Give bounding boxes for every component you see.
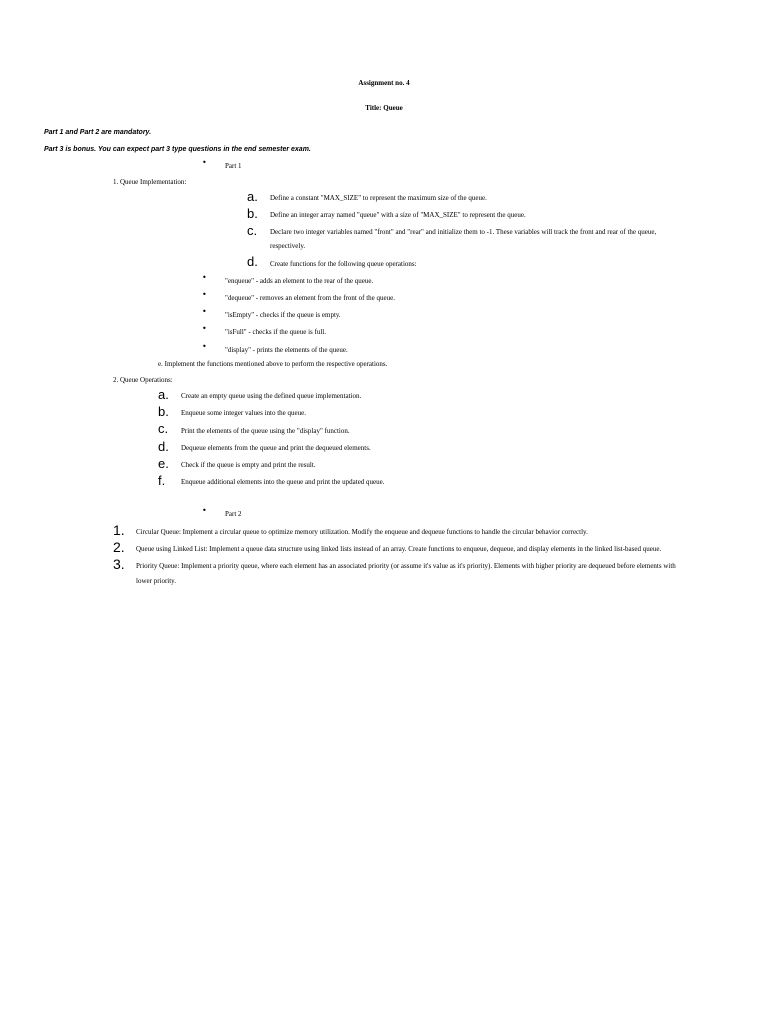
bullet-icon: •: [202, 342, 207, 351]
operation-item: "display" - prints the elements of the queue.: [225, 346, 348, 354]
bullet-icon: •: [202, 290, 207, 299]
list-item-e: e. Implement the functions mentioned above to perform the respective operations.: [158, 360, 388, 368]
list-item: Define an integer array named "queue" with a size of "MAX_SIZE" to represent the queue.: [270, 211, 526, 219]
list-item: Priority Queue: Implement a priority queue, where each element has an associated priority (or assume it's value as it's priority). Elements with higher priority are dequeued before elements with: [136, 562, 676, 570]
list-marker: d.: [158, 439, 169, 454]
list-marker: d.: [247, 254, 258, 269]
list-item: Enqueue some integer values into the queue.: [181, 409, 306, 417]
list-item: Circular Queue: Implement a circular queue to optimize memory utilization. Modify the enqueue and dequeue functions to handle the circular behavior correctly.: [136, 528, 588, 536]
operation-item: "enqueue" - adds an element to the rear of the queue.: [225, 277, 374, 285]
section-queue-operations-heading: 2. Queue Operations:: [113, 376, 173, 384]
note-mandatory: Part 1 and Part 2 are mandatory.: [44, 129, 152, 136]
list-item: Dequeue elements from the queue and print the dequeued elements.: [181, 444, 371, 452]
section-queue-implementation-heading: 1. Queue Implementation:: [113, 178, 187, 186]
bullet-icon: •: [202, 307, 207, 316]
list-item: Enqueue additional elements into the queue and print the updated queue.: [181, 478, 385, 486]
list-item: Declare two integer variables named "front" and "rear" and initialize them to -1. These variables will track the front and rear of the queue,: [270, 228, 657, 236]
list-item: Create an empty queue using the defined queue implementation.: [181, 392, 362, 400]
list-marker: b.: [158, 404, 169, 419]
list-marker: c.: [247, 223, 258, 238]
list-item-continuation: lower priority.: [136, 577, 176, 585]
operation-item: "dequeue" - removes an element from the front of the queue.: [225, 294, 395, 302]
bullet-icon: •: [202, 273, 207, 282]
list-marker: e.: [158, 456, 169, 471]
list-item-continuation: respectively.: [270, 242, 306, 250]
assignment-number: Assignment no. 4: [358, 79, 410, 87]
operation-item: "isFull" - checks if the queue is full.: [225, 328, 326, 336]
list-item: Define a constant "MAX_SIZE" to represent the maximum size of the queue.: [270, 194, 487, 202]
operation-item: "isEmpty" - checks if the queue is empty.: [225, 311, 341, 319]
list-marker: f.: [158, 473, 166, 488]
part1-heading: Part 1: [225, 162, 242, 170]
list-marker: a.: [247, 189, 258, 204]
list-item: Print the elements of the queue using the "display" function.: [181, 427, 350, 435]
list-item: Create functions for the following queue operations:: [270, 260, 417, 268]
bullet-icon: •: [202, 324, 207, 333]
list-marker: b.: [247, 206, 258, 221]
list-marker: 2.: [113, 539, 125, 555]
bullet-icon: •: [202, 506, 207, 515]
list-item: Check if the queue is empty and print the result.: [181, 461, 316, 469]
list-marker: 3.: [113, 556, 125, 572]
page-title: Title: Queue: [365, 104, 403, 112]
note-bonus: Part 3 is bonus. You can expect part 3 type questions in the end semester exam.: [44, 146, 311, 153]
list-item: Queue using Linked List: Implement a queue data structure using linked lists instead of an array. Create functions to enqueue, dequeue, and display elements in the linked list-based queue.: [136, 545, 662, 553]
bullet-icon: •: [202, 158, 207, 167]
list-marker: a.: [158, 387, 169, 402]
part2-heading: Part 2: [225, 510, 242, 518]
list-marker: 1.: [113, 522, 125, 538]
list-marker: c.: [158, 421, 169, 436]
